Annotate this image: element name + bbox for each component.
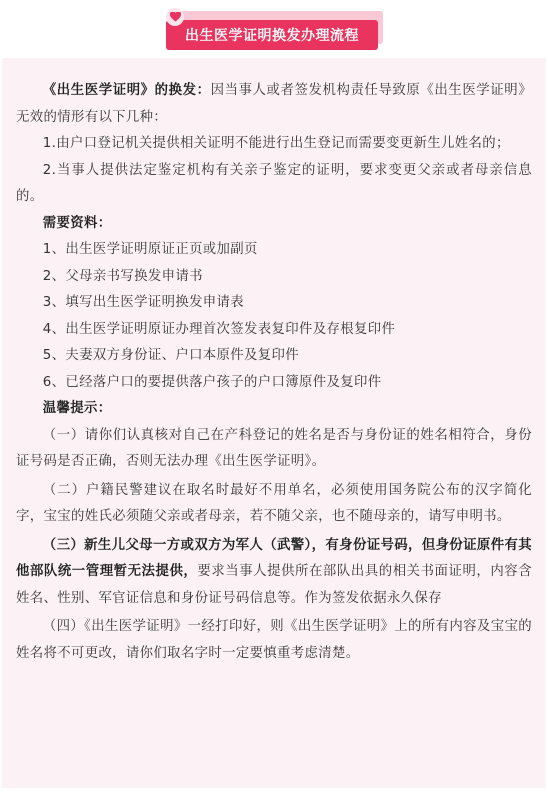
- material-item: 1、出生医学证明原证正页或加副页: [42, 242, 258, 257]
- tip-item: [16, 533, 532, 613]
- material-item: 3、填写出生医学证明换发申请表: [42, 295, 245, 310]
- material-item: 5、夫妻双方身份证、户口本原件及复印件: [42, 348, 299, 363]
- tip-item: （四）《出生医学证明》一经打印好，则《出生医学证明》上的所有内容及宝宝的姓名将不可更改，请你们取名字时一定要慎重考虑清楚。: [16, 619, 532, 661]
- intro-paragraph: [16, 78, 532, 131]
- tips-heading: 温馨提示：: [42, 401, 112, 416]
- heart-icon: [170, 12, 181, 22]
- title-banner: [166, 6, 388, 48]
- tip-item: （二）户籍民警建议在取名时最好不用单名，必须使用国务院公布的汉字简化字，宝宝的姓氏必须随父亲或者母亲，若不随父亲，也不随母亲的，请写申明书。: [16, 482, 532, 524]
- intro-text: 因当事人或者签发机构责任导致原《出生医学证明》无效的情形有以下几种：: [16, 83, 532, 125]
- content-card: [2, 58, 546, 788]
- material-item: 2、父母亲书写换发申请书: [42, 268, 203, 284]
- heart-badge: [166, 8, 184, 26]
- tip-item: （一）请你们认真核对自己在产科登记的姓名是否与身份证的姓名相符合，身份证号码是否正确，否则无法办理《出生医学证明》。: [16, 427, 532, 469]
- case-item: 1.由户口登记机关提供相关证明不能进行出生登记而需要变更新生儿姓名的；: [42, 136, 510, 151]
- material-item: 6、已经落户口的要提供落户孩子的户口簿原件及复印件: [42, 374, 382, 390]
- tip-text: 要求当事人提供所在部队出具的相关书面证明，内容含姓名、性别、军官证信息和身份证号码信息等。作为签发依据永久保存: [16, 564, 532, 606]
- intro-lead: 《出生医学证明》的换发：: [42, 83, 211, 98]
- page-title: 出生医学证明换发办理流程: [166, 20, 378, 50]
- case-item: 2.当事人提供法定鉴定机构有关亲子鉴定的证明，要求变更父亲或者母亲信息的。: [16, 162, 532, 204]
- tip-emphasis: （三）新生儿父母一方或双方为军人（武警），有身份证号码，但身份证原件有其他部队统一管理暂无法提供，: [16, 537, 532, 579]
- materials-heading: 需要资料：: [42, 215, 112, 231]
- material-item: 4、出生医学证明原证办理首次签发表复印件及存根复印件: [42, 321, 396, 337]
